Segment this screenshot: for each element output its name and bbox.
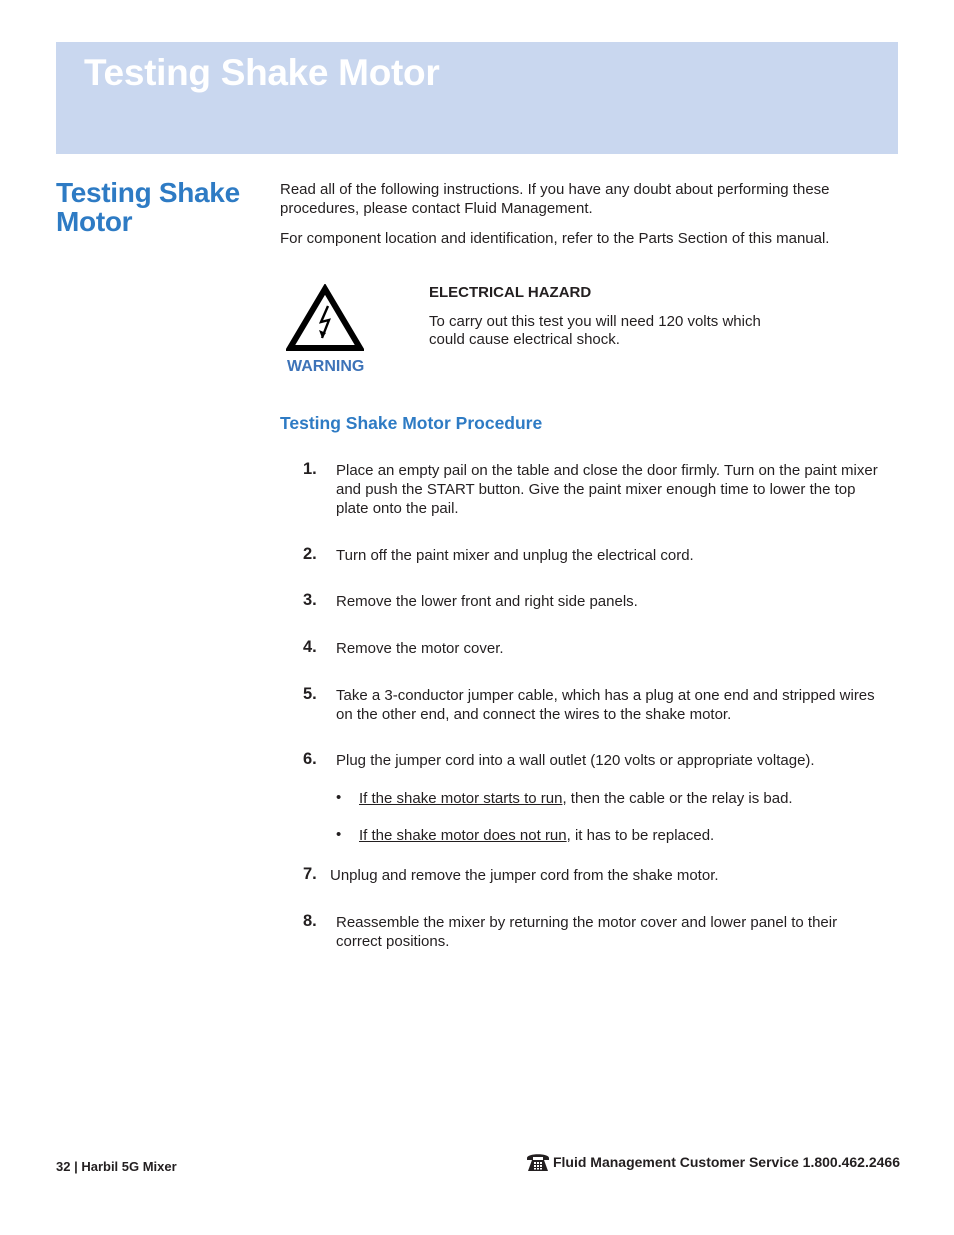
step-text: Remove the lower front and right side panels. (336, 593, 638, 610)
hazard-text: To carry out this test you will need 120 volts which could cause electrical shock. (429, 313, 761, 348)
step-number: 7. (303, 865, 317, 883)
step-text: Turn off the paint mixer and unplug the electrical cord. (336, 547, 694, 564)
step-text: Unplug and remove the jumper cord from the shake motor. (330, 867, 719, 884)
bullet-result: , then the cable or the relay is bad. (562, 790, 793, 807)
procedure-title: Testing Shake Motor Procedure (280, 413, 543, 433)
section-heading: Testing Shake Motor (56, 177, 240, 237)
bullet-marker: • (336, 826, 342, 843)
step-text: Take a 3-conductor jumper cable, which has a plug at one end and stripped wires on the other end, and connect the wires to the shake motor. (336, 687, 875, 723)
bullet-condition: If the shake motor starts to run (359, 790, 563, 807)
step-number: 6. (303, 750, 317, 768)
step-text: Plug the jumper cord into a wall outlet (120 volts or appropriate voltage). (336, 752, 815, 769)
bullet-condition: If the shake motor does not run (359, 827, 567, 844)
step-number: 2. (303, 545, 317, 563)
bullet-item (359, 826, 879, 845)
step-number: 8. (303, 912, 317, 930)
footer-page-label: 32 | Harbil 5G Mixer (56, 1159, 177, 1174)
step-number: 4. (303, 638, 317, 656)
bullet-marker: • (336, 789, 342, 806)
warning-label: WARNING (287, 358, 365, 375)
footer-contact (525, 1151, 900, 1173)
reference-paragraph: For component location and identification, refer to the Parts Section of this manual. (280, 230, 830, 247)
hazard-title: ELECTRICAL HAZARD (429, 284, 592, 301)
intro-paragraph: Read all of the following instructions. If you have any doubt about performing these procedures, please contact Fluid Management. (280, 181, 830, 217)
step-text: Place an empty pail on the table and close the door firmly. Turn on the paint mixer and push the START button. Give the paint mixer enough time to lower the top plate onto the pail. (336, 462, 878, 517)
customer-service-text: Fluid Management Customer Service 1.800.462.2466 (552, 1154, 900, 1170)
step-text: Remove the motor cover. (336, 640, 504, 657)
header-banner (56, 42, 898, 154)
bullet-item (359, 789, 879, 808)
step-number: 5. (303, 685, 317, 703)
bullet-result: , it has to be replaced. (566, 827, 715, 844)
page-title: Testing Shake Motor (84, 52, 440, 93)
step-number: 1. (303, 460, 317, 478)
step-text: Reassemble the mixer by returning the motor cover and lower panel to their correct positions. (336, 914, 838, 950)
high-voltage-warning-icon (286, 284, 364, 352)
step-number: 3. (303, 591, 317, 609)
telephone-icon (525, 1151, 551, 1173)
